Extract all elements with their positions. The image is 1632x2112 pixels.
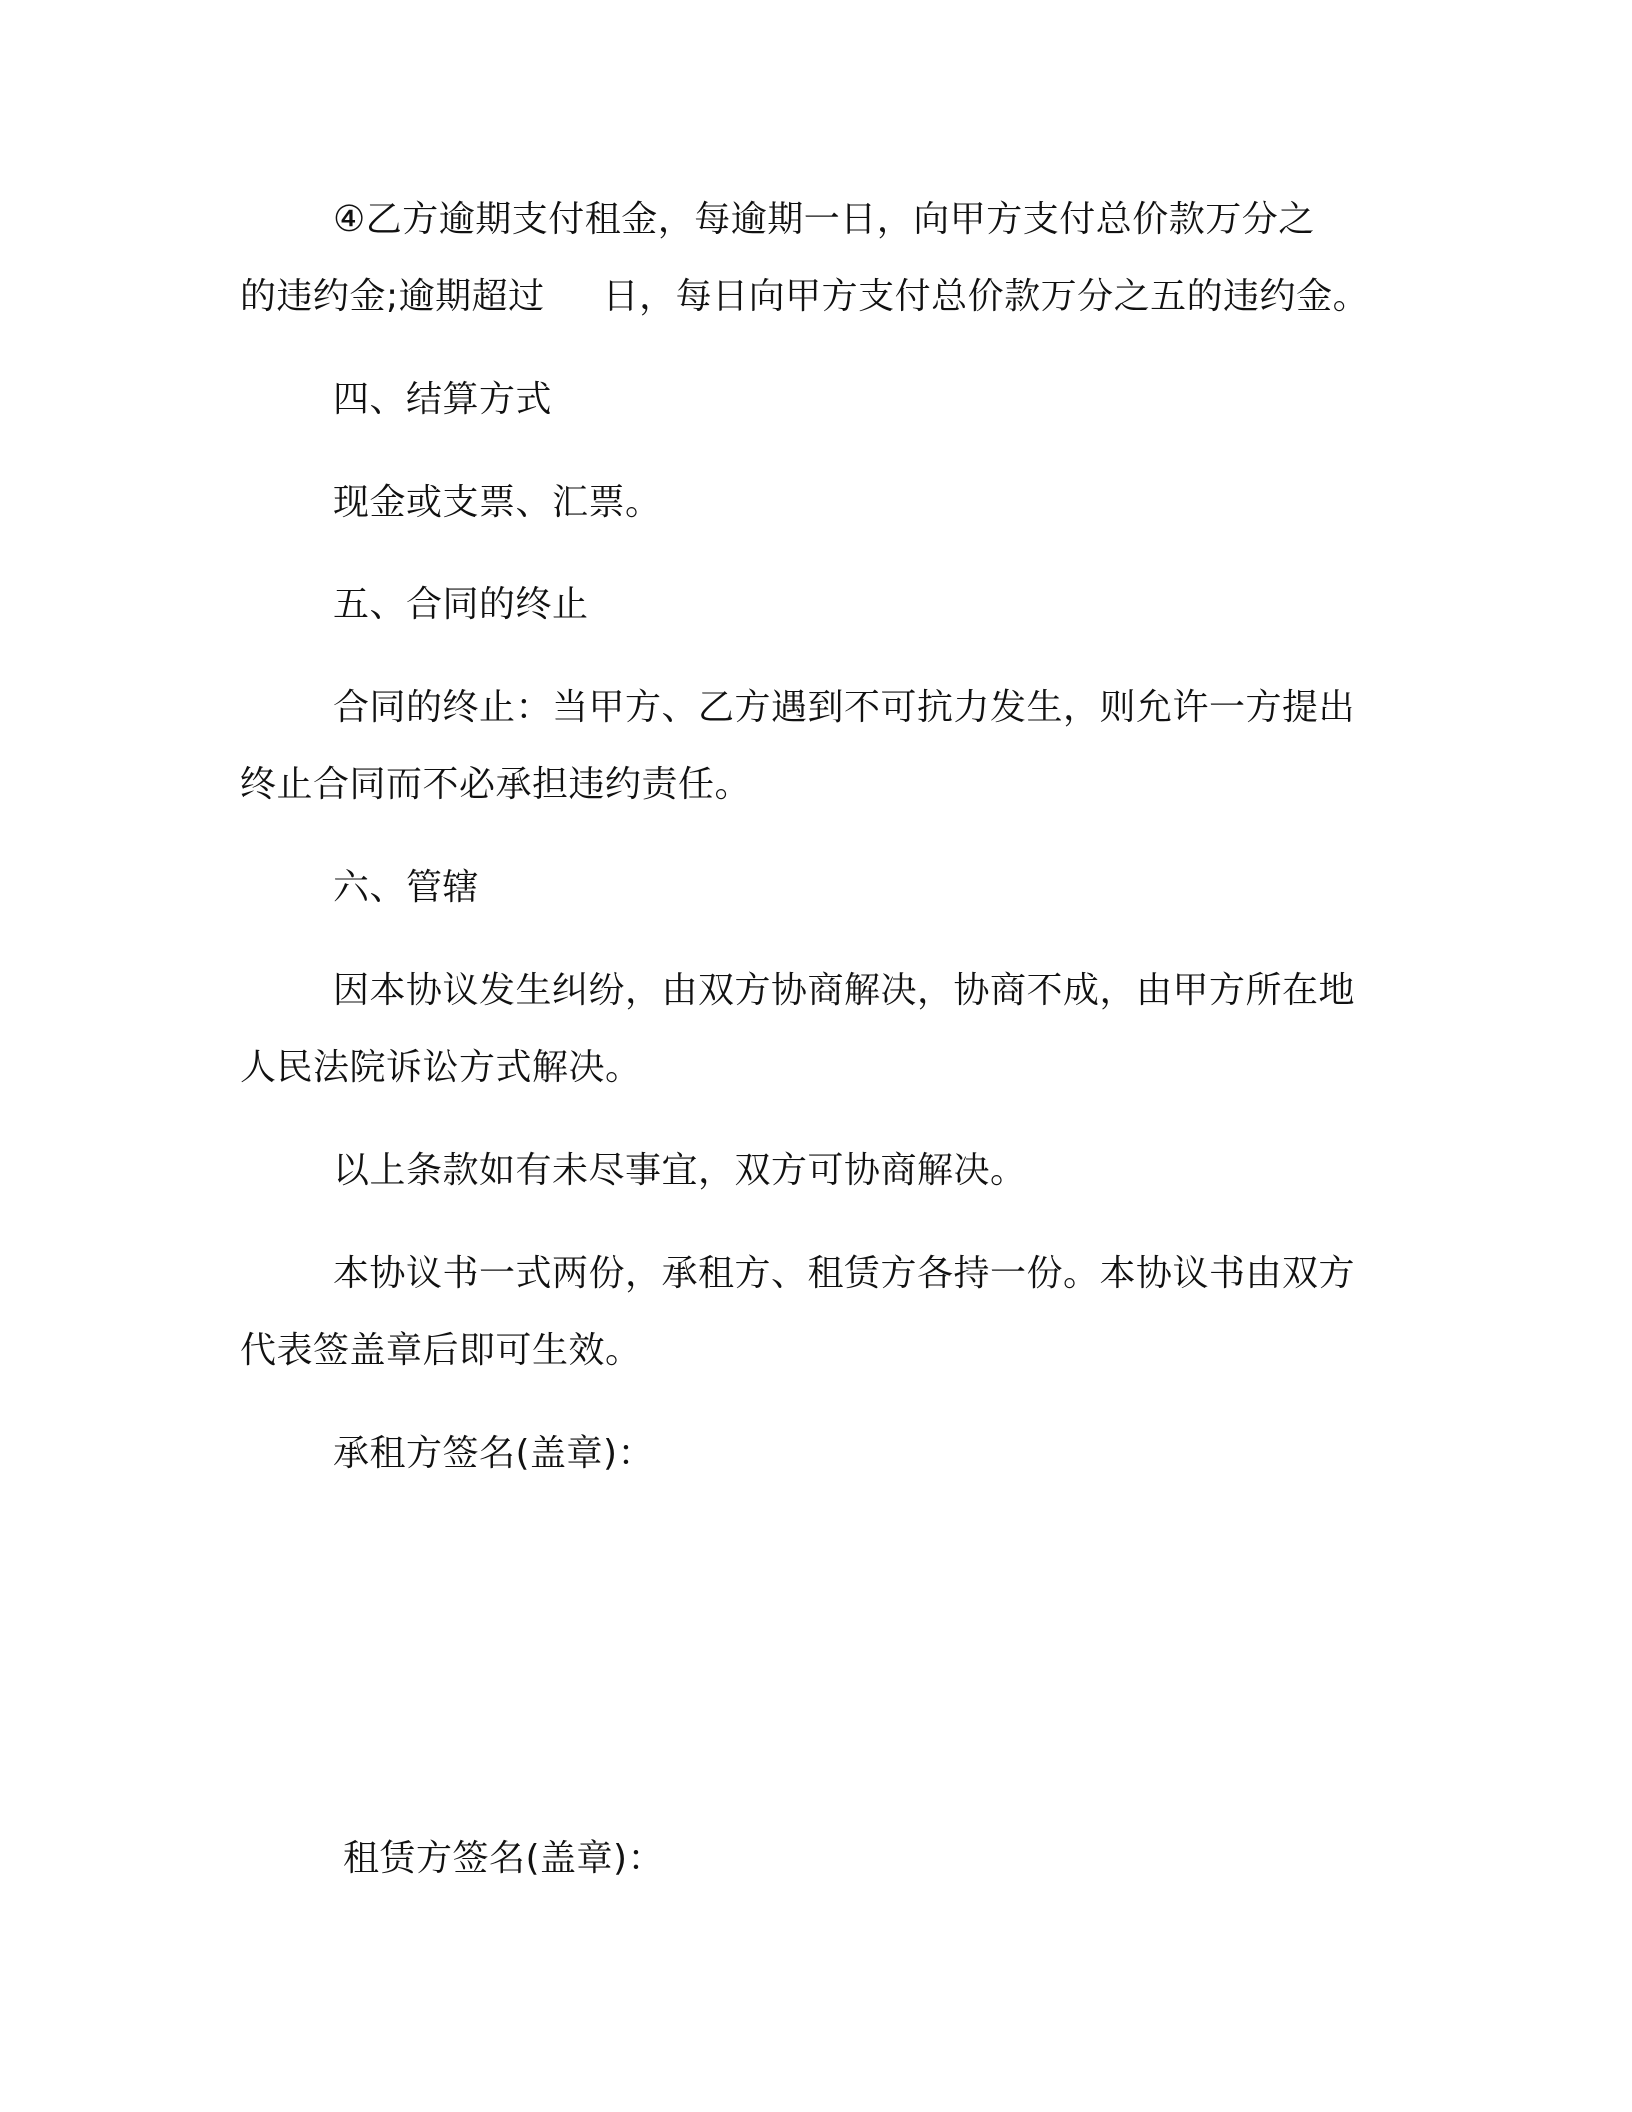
settlement-body: 现金或支票、汇票。 <box>333 482 662 523</box>
section-heading-termination: 五、合同的终止 <box>333 584 589 625</box>
penalty-clause-line-2 <box>240 273 1369 321</box>
jurisdiction-body-line-2: 人民法院诉讼方式解决。 <box>240 1047 642 1088</box>
section-heading-settlement: 四、结算方式 <box>333 379 553 420</box>
lessor-signature-label: 租赁方签名(盖章)： <box>343 1838 665 1879</box>
copies-clause-line-1: 本协议书一式两份，承租方、租赁方各持一份。本协议书由双方 <box>333 1253 1356 1294</box>
jurisdiction-body-line-1: 因本协议发生纠纷，由双方协商解决，协商不成，由甲方所在地 <box>333 970 1356 1011</box>
closing-clause: 以上条款如有未尽事宜，双方可协商解决。 <box>333 1150 1027 1191</box>
section-heading-jurisdiction: 六、管辖 <box>333 867 480 908</box>
copies-clause-line-2: 代表签盖章后即可生效。 <box>240 1330 642 1371</box>
penalty-clause-line-1: ④乙方逾期支付租金，每逾期一日，向甲方支付总价款万分之 <box>333 199 1315 240</box>
termination-body-line-1: 合同的终止：当甲方、乙方遇到不可抗力发生，则允许一方提出 <box>333 687 1356 728</box>
lessee-signature-label: 承租方签名(盖章)： <box>333 1433 655 1474</box>
termination-body-line-2: 终止合同而不必承担违约责任。 <box>240 764 752 805</box>
penalty-clause-line-2-part-b: 日，每日向甲方支付总价款万分之五的违约金。 <box>602 276 1370 317</box>
penalty-clause-line-2-part-a: 的违约金;逾期超过 <box>240 276 545 317</box>
